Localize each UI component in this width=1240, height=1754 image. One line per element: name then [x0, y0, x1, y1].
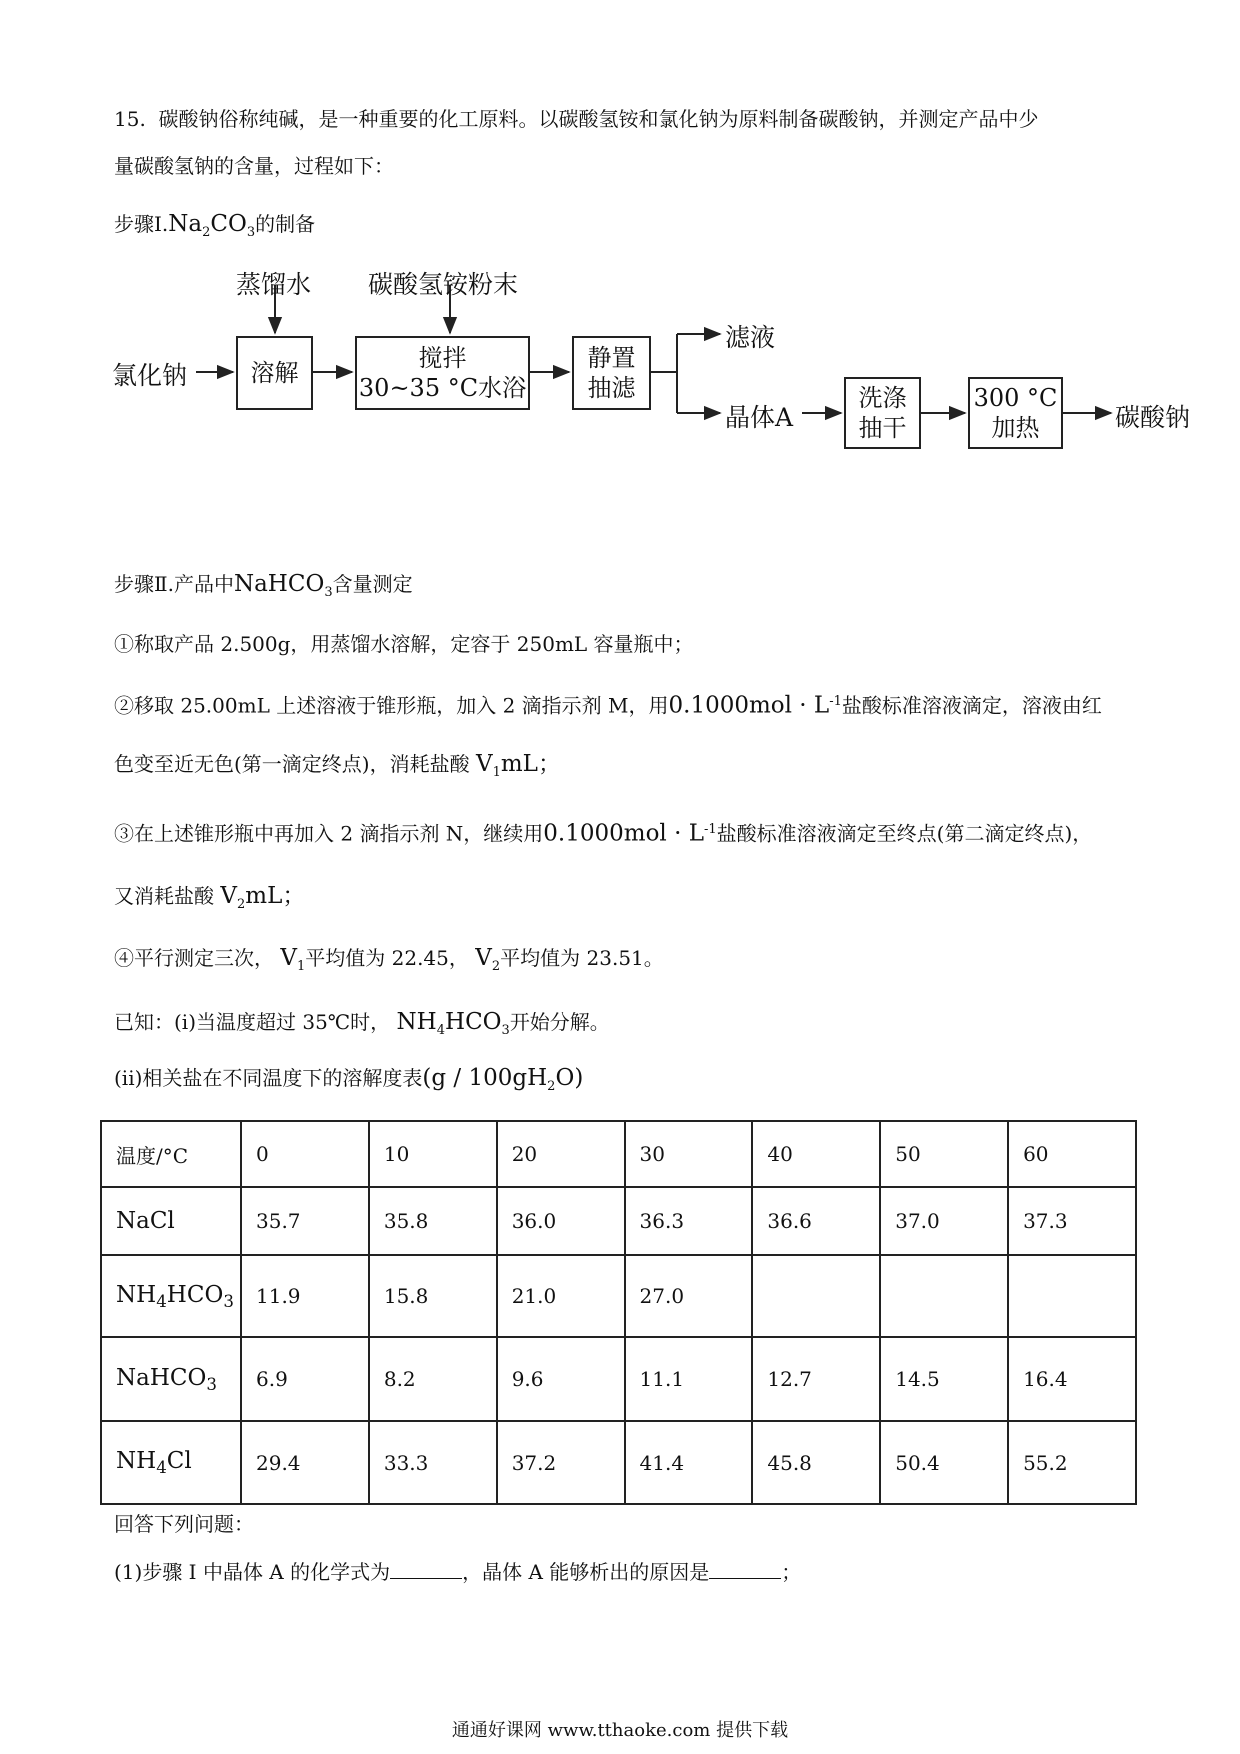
flow-box-wash: 洗涤 抽干 — [844, 377, 921, 449]
table-cell: 60 — [1008, 1121, 1136, 1187]
table-cell: 36.3 — [625, 1187, 753, 1255]
known-1: 已知：(i)当温度超过 35℃时， $NH_4HCO_3$开始分解。 — [114, 1009, 610, 1038]
table-header-row — [101, 1121, 1136, 1187]
table-cell: 27.0 — [625, 1255, 753, 1337]
table-cell: 9.6 — [497, 1337, 625, 1421]
table-row-label: NaCl — [101, 1187, 241, 1255]
flow-crystal-a-label: 晶体A — [725, 403, 794, 432]
flow-add-powder-label: 碳酸氢铵粉末 — [368, 270, 519, 299]
table-row — [101, 1187, 1136, 1255]
table-cell: 50 — [880, 1121, 1008, 1187]
table-cell: 10 — [369, 1121, 497, 1187]
table-cell: 37.2 — [497, 1421, 625, 1504]
flow-box-filter: 静置 抽滤 — [572, 336, 651, 410]
table-cell: 36.0 — [497, 1187, 625, 1255]
footer: 通通好课网 www.tthaoke.com 提供下载 — [451, 1720, 789, 1741]
table-cell: 12.7 — [752, 1337, 880, 1421]
table-row — [101, 1421, 1136, 1504]
flow-end-label: 碳酸钠 — [1115, 403, 1191, 432]
table-cell — [752, 1255, 880, 1337]
question-number: 15. — [114, 107, 146, 131]
table-cell: 11.1 — [625, 1337, 753, 1421]
table-row — [101, 1337, 1136, 1421]
answer-blank[interactable] — [709, 1560, 781, 1579]
table-cell: 41.4 — [625, 1421, 753, 1504]
table-cell: 33.3 — [369, 1421, 497, 1504]
procedure-4: ④平行测定三次， $V_1$平均值为 22.45， $V_2$平均值为 23.51。 — [114, 945, 664, 974]
table-row-label: $NH_4HCO_3$ — [101, 1255, 241, 1337]
flow-filtrate-label: 滤液 — [725, 323, 776, 352]
answer-blank[interactable] — [390, 1560, 462, 1579]
intro-line-1: 碳酸钠俗称纯碱，是一种重要的化工原料。以碳酸氢铵和氯化钠为原料制备碳酸钠，并测定产品中少 — [158, 107, 1039, 131]
intro-line-2: 量碳酸氢钠的含量，过程如下： — [114, 154, 394, 178]
procedure-3: ③在上述锥形瓶中再加入 2 滴指示剂 N，继续用$0.1000mol \cdot L^{-1}$盐酸标准溶液滴定至终点(第二滴定终点)， — [114, 820, 1093, 847]
table-cell: 29.4 — [241, 1421, 369, 1504]
table-cell: 35.7 — [241, 1187, 369, 1255]
table-cell: 14.5 — [880, 1337, 1008, 1421]
table-cell: 0 — [241, 1121, 369, 1187]
known-2: (ii)相关盐在不同温度下的溶解度表$(g / 100gH_2O)$ — [114, 1065, 584, 1094]
step2-title: 步骤Ⅱ.产品中NaHCO$_3$含量测定 — [114, 571, 413, 600]
table-cell: 温度/°C — [101, 1121, 241, 1187]
table-cell: 35.8 — [369, 1187, 497, 1255]
table-cell: 37.3 — [1008, 1187, 1136, 1255]
flow-start-label: 氯化钠 — [112, 361, 188, 390]
table-cell — [880, 1255, 1008, 1337]
table-cell: 55.2 — [1008, 1421, 1136, 1504]
solubility-table — [100, 1120, 1137, 1505]
procedure-2-cont: 色变至近无色(第一滴定终点)，消耗盐酸 $V_1mL$； — [114, 751, 561, 780]
procedure-2: ②移取 25.00mL 上述溶液于锥形瓶，加入 2 滴指示剂 M，用$0.1000mol \cdot L^{-1}$盐酸标准溶液滴定，溶液由红 — [114, 692, 1102, 719]
table-cell: 20 — [497, 1121, 625, 1187]
table-cell: 45.8 — [752, 1421, 880, 1504]
table-cell: 11.9 — [241, 1255, 369, 1337]
table-row — [101, 1255, 1136, 1337]
procedure-1: ①称取产品 2.500g，用蒸馏水溶解，定容于 250mL 容量瓶中； — [114, 632, 694, 656]
table-cell: 50.4 — [880, 1421, 1008, 1504]
table-cell: 37.0 — [880, 1187, 1008, 1255]
flow-add-water-label: 蒸馏水 — [236, 270, 312, 299]
question-1: (1)步骤 I 中晶体 A 的化学式为 ，晶体 A 能够析出的原因是 ； — [114, 1560, 802, 1584]
table-cell: 15.8 — [369, 1255, 497, 1337]
answer-intro: 回答下列问题： — [114, 1512, 254, 1536]
flow-box-heat: 300 °C 加热 — [968, 377, 1063, 449]
table-cell: 6.9 — [241, 1337, 369, 1421]
table-cell: 30 — [625, 1121, 753, 1187]
flow-box-stir: 搅拌 30~35 °C水浴 — [355, 336, 530, 410]
table-cell: 21.0 — [497, 1255, 625, 1337]
table-cell: 36.6 — [752, 1187, 880, 1255]
table-cell — [1008, 1255, 1136, 1337]
flow-box-dissolve: 溶解 — [236, 336, 313, 410]
table-cell: 8.2 — [369, 1337, 497, 1421]
procedure-3-cont: 又消耗盐酸 $V_2mL$； — [114, 883, 306, 912]
table-cell: 40 — [752, 1121, 880, 1187]
table-row-label: NaHCO$_3$ — [101, 1337, 241, 1421]
step1-title: 步骤$Ⅰ.Na_2CO_3$的制备 — [114, 211, 316, 240]
table-row-label: $NH_4Cl$ — [101, 1421, 241, 1504]
table-cell: 16.4 — [1008, 1337, 1136, 1421]
